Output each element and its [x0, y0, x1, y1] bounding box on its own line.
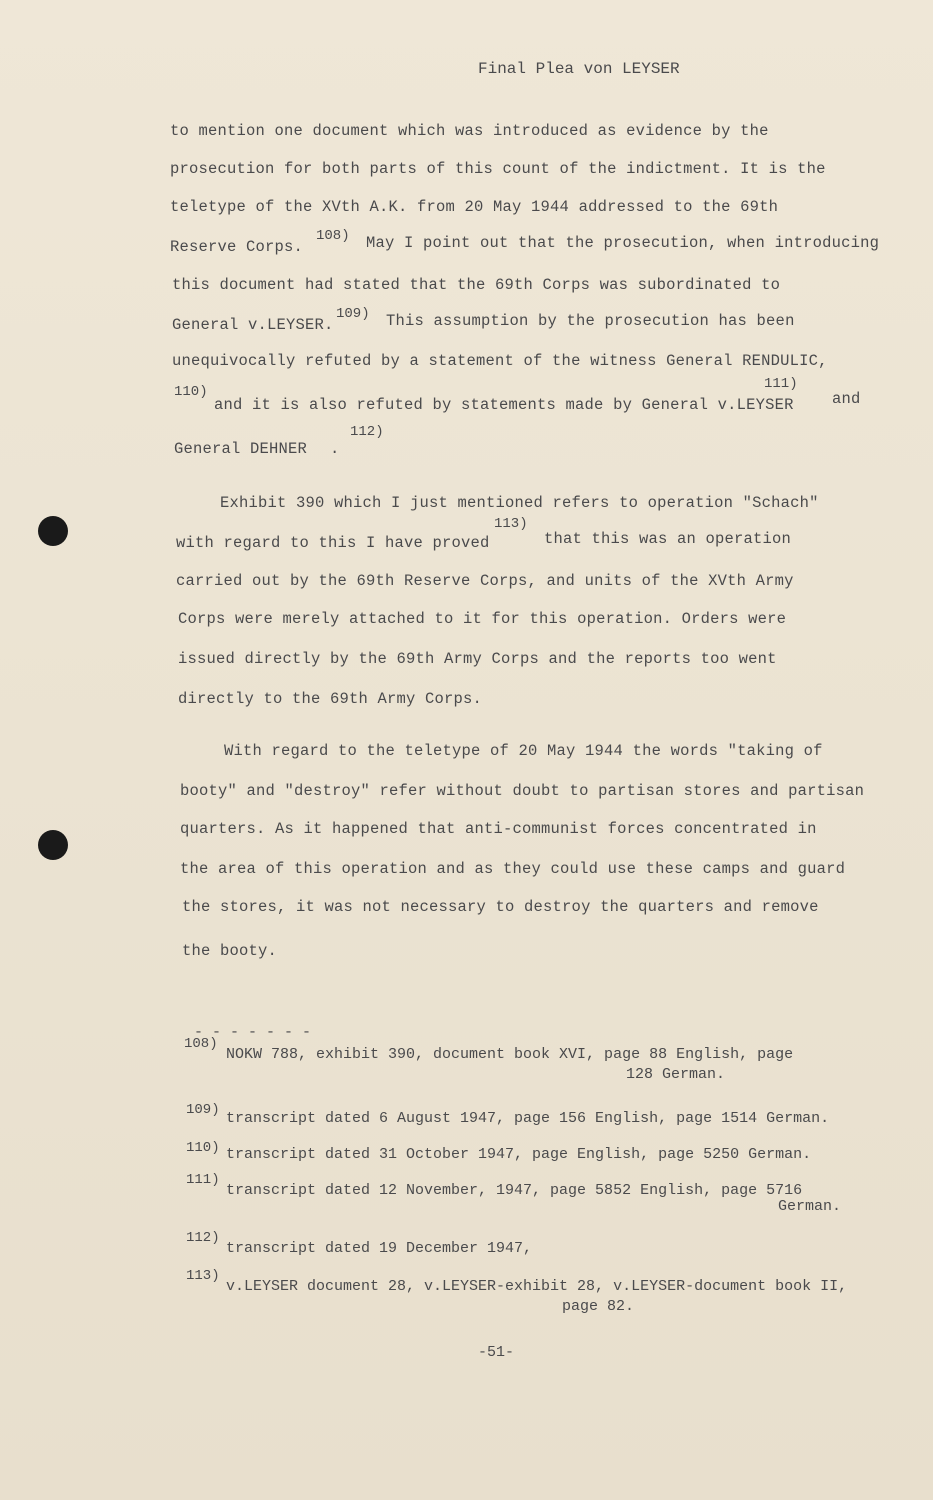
footnote-text: German. [778, 1198, 842, 1215]
text-line: Corps were merely attached to it for this operation. Orders were [178, 610, 787, 628]
footnote-text: transcript dated 19 December 1947, [226, 1240, 533, 1257]
footnote-ref: 110) [174, 384, 208, 400]
text-line: General v.LEYSER. [172, 316, 334, 334]
text-line: teletype of the XVth A.K. from 20 May 1944 addressed to the 69th [170, 198, 779, 216]
binder-hole [38, 516, 68, 546]
text-line: May I point out that the prosecution, when introducing [366, 234, 880, 252]
text-line: issued directly by the 69th Army Corps and the reports too went [178, 650, 777, 668]
text-line: General DEHNER [174, 440, 308, 458]
text-line: to mention one document which was introduced as evidence by the [170, 122, 769, 140]
text-line: directly to the 69th Army Corps. [178, 690, 483, 708]
footnote-number: 113) [186, 1268, 220, 1284]
text-line: with regard to this I have proved [176, 534, 490, 552]
text-line: the booty. [182, 942, 278, 960]
page-number: -51- [478, 1344, 515, 1361]
text-line: this document had stated that the 69th Corps was subordinated to [172, 276, 781, 294]
text-line: . [330, 440, 340, 458]
footnote-number: 109) [186, 1102, 220, 1118]
text-line: booty" and "destroy" refer without doubt to partisan stores and partisan [180, 782, 865, 800]
footnote-number: 108) [184, 1036, 218, 1052]
footnote-ref: 109) [336, 306, 370, 322]
footnote-text: page 82. [562, 1298, 635, 1315]
text-line: quarters. As it happened that anti-communist forces concentrated in [180, 820, 817, 838]
text-line: and it is also refuted by statements made by General v.LEYSER [214, 396, 794, 414]
footnote-ref: 108) [316, 228, 350, 244]
footnote-text: transcript dated 6 August 1947, page 156 English, page 1514 German. [226, 1110, 830, 1127]
footnote-ref: 112) [350, 424, 384, 440]
text-line: prosecution for both parts of this count of the indictment. It is the [170, 160, 826, 178]
footnote-text: transcript dated 12 November, 1947, page 5852 English, page 5716 [226, 1182, 803, 1199]
footnote-text: transcript dated 31 October 1947, page English, page 5250 German. [226, 1146, 812, 1163]
text-line: carried out by the 69th Reserve Corps, and units of the XVth Army [176, 572, 794, 590]
footnote-separator: - - - - - - - [194, 1024, 312, 1041]
footnote-number: 112) [186, 1230, 220, 1246]
footnote-text: 128 German. [626, 1066, 726, 1083]
text-line: unequivocally refuted by a statement of the witness General RENDULIC, [172, 352, 828, 370]
footnote-text: v.LEYSER document 28, v.LEYSER-exhibit 28, v.LEYSER-document book II, [226, 1278, 848, 1295]
footnote-ref: 111) [764, 376, 798, 392]
binder-hole [38, 830, 68, 860]
footnote-number: 111) [186, 1172, 220, 1188]
text-line: and [832, 390, 861, 408]
text-line: the stores, it was not necessary to destroy the quarters and remove [182, 898, 819, 916]
footnote-number: 110) [186, 1140, 220, 1156]
text-line: Exhibit 390 which I just mentioned refers to operation "Schach" [220, 494, 819, 512]
page-header: Final Plea von LEYSER [478, 60, 680, 78]
footnote-text: NOKW 788, exhibit 390, document book XVI, page 88 English, page [226, 1046, 794, 1063]
text-line: the area of this operation and as they could use these camps and guard [180, 860, 846, 878]
text-line: With regard to the teletype of 20 May 1944 the words "taking of [224, 742, 823, 760]
footnote-ref: 113) [494, 516, 528, 532]
text-line: This assumption by the prosecution has been [386, 312, 795, 330]
text-line: Reserve Corps. [170, 238, 304, 256]
text-line: that this was an operation [544, 530, 792, 548]
